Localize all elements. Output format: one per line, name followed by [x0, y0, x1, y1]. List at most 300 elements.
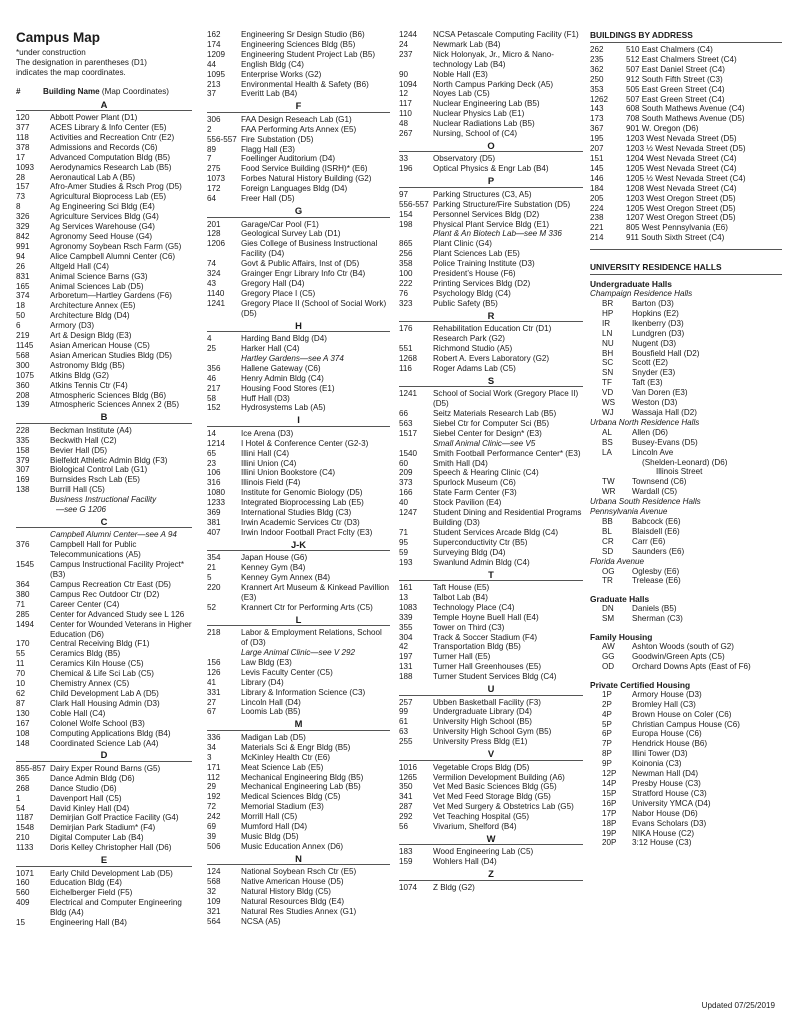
section-letter: A: [16, 98, 192, 112]
building-entry: [207, 135, 390, 145]
address-entry: [590, 213, 782, 223]
building-entry: [16, 620, 192, 640]
building-entry: [207, 429, 390, 439]
address-entry: [590, 194, 782, 204]
building-entry: [207, 403, 390, 413]
building-name: Clark Hall Housing Admin (D3): [50, 698, 160, 708]
building-number: 210: [16, 833, 30, 843]
hall-code: TR: [602, 576, 613, 586]
hall-code: LA: [602, 447, 612, 457]
building-entry: [16, 113, 192, 123]
building-name: Temple Hoyne Buell Hall (E4): [433, 612, 539, 622]
building-name: Campus Instructional Facility Project* (B3): [50, 560, 185, 580]
building-name: Engineering Student Project Lab (B5): [241, 49, 376, 59]
building-name: Asian American House (C5): [50, 340, 150, 350]
hall-code: CR: [602, 536, 614, 546]
hall-code: LN: [602, 328, 613, 338]
grad-title: Graduate Halls: [590, 594, 650, 605]
building-number: 156: [207, 657, 221, 667]
hall-entry: [590, 477, 782, 487]
hall-name: Hendrick House (B6): [632, 739, 708, 749]
building-entry: [16, 232, 192, 242]
building-number: 108: [16, 728, 30, 738]
column-header: [16, 87, 192, 97]
building-entry: [16, 774, 192, 784]
building-number: 152: [207, 403, 221, 413]
hall-entry: [590, 329, 782, 339]
building-entry: [207, 917, 390, 927]
building-entry: [207, 498, 390, 508]
building-name: Gregory Hall (D4): [241, 278, 305, 288]
building-number: 208: [16, 390, 30, 400]
building-entry: [207, 812, 390, 822]
hall-name: Lundgren (D3): [632, 328, 685, 338]
building-entry: [399, 364, 583, 374]
building-entry: [207, 468, 390, 478]
address-entry: [590, 144, 782, 154]
hall-name: Ikenberry (D3): [632, 318, 684, 328]
address-building-number: 235: [590, 54, 604, 64]
building-name: Law Bldg (E3): [241, 657, 292, 667]
hall-name: Weston (D3): [632, 398, 678, 408]
building-entry: [399, 89, 583, 99]
building-number: 138: [16, 485, 30, 495]
building-entry: [399, 613, 583, 623]
hall-code: SM: [602, 614, 615, 624]
building-number: 1540: [399, 448, 418, 458]
building-name: Campus Rec Outdoor Ctr (D2): [50, 589, 160, 599]
building-name: Z Bldg (G2): [433, 882, 475, 892]
building-entry: [399, 109, 583, 119]
building-name: Enterprise Works (G2): [241, 69, 322, 79]
building-name: Plant Sciences Lab (E5): [433, 249, 520, 259]
building-number: 257: [399, 697, 413, 707]
address-entry: [590, 85, 782, 95]
building-number: 268: [16, 783, 30, 793]
building-number: 12: [399, 89, 409, 99]
hall-code: SD: [602, 546, 614, 556]
building-entry: [207, 125, 390, 135]
building-name: Eichelberger Field (F5): [50, 888, 133, 898]
building-entry: [207, 907, 390, 917]
building-name: Henry Admin Bldg (C4): [241, 373, 324, 383]
building-number: 42: [399, 642, 409, 652]
address-building-number: 367: [590, 124, 604, 134]
building-number: 1145: [16, 340, 34, 350]
building-number: 73: [16, 192, 26, 202]
building-number: 25: [207, 343, 217, 353]
undergrad-halls-list: [590, 289, 782, 586]
building-name: State Farm Center (F3): [433, 488, 517, 498]
building-number: 1244: [399, 30, 418, 39]
building-entry: [207, 174, 390, 184]
hall-name: Illinois Street: [656, 467, 703, 477]
hall-name: Daniels (B5): [632, 604, 677, 614]
building-name: Kenney Gym Annex (B4): [241, 573, 331, 583]
building-number: 139: [16, 400, 30, 410]
address-list: [590, 45, 782, 243]
building-entry: [399, 737, 583, 747]
building-number: 213: [207, 79, 221, 89]
building-name: Public Safety (B5): [433, 298, 498, 308]
building-entry: [207, 753, 390, 763]
building-number: 112: [207, 772, 220, 782]
building-entry: [399, 883, 583, 893]
building-number: 376: [16, 540, 30, 550]
building-name: University High School Gym (B5): [433, 727, 552, 737]
address-entry: [590, 233, 782, 243]
hall-group-label: Pennsylvania Avenue: [590, 507, 668, 517]
building-number: 201: [207, 219, 221, 229]
building-number: 61: [399, 717, 409, 727]
building-name: Career Center (C4): [50, 599, 120, 609]
building-number: 197: [399, 652, 413, 662]
building-number: 563: [399, 418, 413, 428]
building-entry: [399, 40, 583, 50]
section-letter: C: [16, 515, 192, 529]
building-number: 154: [399, 209, 413, 219]
building-name: Large Animal Clinic—see V 292: [241, 648, 355, 658]
building-number: 67: [207, 707, 217, 717]
building-number: 172: [207, 184, 221, 194]
building-number: 39: [207, 831, 217, 841]
building-entry: [399, 672, 583, 682]
building-entry: [207, 733, 390, 743]
building-name: Siebel Center for Design* (E3): [433, 428, 542, 438]
address-entry: [590, 45, 782, 55]
hall-name: Wassaja Hall (D2): [632, 408, 697, 417]
hall-code: 16P: [602, 798, 617, 808]
building-number: 855-857: [16, 763, 46, 773]
hall-name: Newman Hall (D4): [632, 769, 699, 779]
address-text: 507 East Daniel Street (C4): [626, 64, 725, 74]
building-name: Newmark Lab (B4): [433, 39, 501, 49]
building-name: Vegetable Crops Bldg (D5): [433, 762, 530, 772]
building-name: Vivarium, Shelford (B4): [433, 822, 517, 832]
building-name: Institute for Genomic Biology (D5): [241, 488, 363, 498]
hall-code: BS: [602, 437, 613, 447]
hall-name: Orchard Downs Apts (East of F6): [632, 661, 751, 671]
building-name: Taft House (E5): [433, 583, 490, 592]
building-entry: [207, 354, 390, 364]
building-name: Physical Plant Service Bldg (E1): [433, 219, 550, 229]
building-entry: [16, 590, 192, 600]
building-number: [207, 354, 241, 364]
building-number: 116: [399, 363, 412, 373]
building-entry: [207, 299, 390, 319]
building-entry: [16, 341, 192, 351]
section-letter: M: [207, 717, 390, 731]
building-number: 118: [16, 132, 29, 142]
section-letter: G: [207, 204, 390, 218]
building-name: Integrated Bioprocessing Lab (E5): [241, 498, 364, 508]
building-entry: [16, 505, 192, 515]
address-text: 1205 West Nevada Street (C4): [626, 163, 737, 173]
building-name: Observatory (D5): [433, 154, 496, 164]
hall-entry: [590, 448, 782, 458]
building-entry: [399, 80, 583, 90]
building-number: 381: [207, 517, 221, 527]
building-name: Davenport Hall (C5): [50, 793, 122, 803]
address-building-number: 146: [590, 173, 604, 183]
hall-entry: [590, 769, 782, 779]
building-name: Engineering Sr Design Studio (B6): [241, 30, 365, 39]
building-name: Noble Hall (E3): [433, 69, 488, 79]
building-name: Hydrosystems Lab (A5): [241, 403, 326, 413]
building-name: Altgeld Hall (C4): [50, 261, 109, 271]
building-entry: [16, 391, 192, 401]
building-number: 4: [207, 334, 212, 344]
building-number: 300: [16, 360, 30, 370]
address-building-number: 143: [590, 104, 604, 114]
building-entry: [399, 429, 583, 439]
address-text: 505 East Green Street (C4): [626, 84, 725, 94]
building-name: Vet Med Surgery & Obstetrics Lab (G5): [433, 802, 574, 812]
building-number: 7: [207, 154, 212, 164]
hall-code: 12P: [602, 769, 617, 779]
building-number: 59: [399, 547, 409, 557]
hall-entry: [590, 309, 782, 319]
building-name: Agronomy Seed House (G4): [50, 232, 153, 241]
column-4: [590, 30, 782, 848]
hall-code: NU: [602, 338, 614, 348]
hall-name: Saunders (E6): [632, 546, 685, 556]
building-number: 130: [16, 708, 30, 718]
building-entry: [399, 822, 583, 832]
hall-entry: [590, 739, 782, 749]
building-number: 560: [16, 888, 30, 898]
building-name: Ag Engineering Sci Bldg (E4): [50, 202, 155, 212]
address-text: 1204 West Nevada Street (C4): [626, 153, 737, 163]
building-number: 148: [16, 738, 30, 748]
building-number: 1265: [399, 772, 418, 782]
building-number: 220: [207, 583, 221, 592]
building-name: Hallene Gateway (C6): [241, 363, 321, 373]
building-number: 1071: [16, 868, 35, 878]
building-name: Music Bldg (D5): [241, 831, 299, 841]
hall-entry: [590, 527, 782, 537]
building-number: 97: [399, 189, 409, 199]
hall-name: Scott (E2): [632, 358, 668, 368]
building-entry: [16, 222, 192, 232]
building-name: Demirjian Park Stadium* (F4): [50, 823, 156, 833]
building-number: 373: [399, 478, 413, 488]
building-number: 1206: [207, 239, 226, 249]
building-name: Vet Med Feed Storage Bldg (G5): [433, 792, 551, 802]
building-entry: [207, 80, 390, 90]
building-name: Illini Union (C4): [241, 458, 297, 468]
building-number: [399, 334, 433, 344]
building-name: Materials Sci & Engr Bldg (B5): [241, 742, 351, 752]
building-entry: [16, 242, 192, 252]
building-number: 66: [399, 409, 409, 418]
building-number: 157: [16, 182, 30, 192]
building-name: Campus Recreation Ctr East (D5): [50, 580, 171, 589]
building-entry: [399, 334, 583, 344]
building-entry: [16, 709, 192, 719]
building-name: Ceramics Bldg (B5): [50, 649, 121, 659]
address-building-number: 362: [590, 64, 604, 74]
building-number: 1095: [207, 69, 226, 79]
building-entry: [399, 344, 583, 354]
hall-entry: [590, 537, 782, 547]
building-name: Architecture Bldg (D4): [50, 311, 130, 321]
building-entry: [16, 400, 192, 410]
building-number: 55: [16, 649, 26, 659]
building-number: 15: [16, 918, 26, 928]
building-number: 69: [207, 822, 217, 832]
building-name: Dance Studio (D6): [50, 783, 117, 793]
building-entry: [399, 419, 583, 429]
building-number: 167: [16, 718, 30, 728]
building-number: 217: [207, 383, 221, 393]
hall-entry: [590, 829, 782, 839]
building-entry: [207, 763, 390, 773]
note-line: *under construction: [16, 48, 86, 57]
building-entry: [207, 553, 390, 563]
building-entry: [399, 773, 583, 783]
building-number: 374: [16, 291, 30, 301]
building-entry: [207, 269, 390, 279]
building-name: Nuclear Physics Lab (E1): [433, 109, 525, 119]
header-name: Building Name: [43, 86, 100, 96]
section-letter: B: [16, 410, 192, 424]
building-number: 369: [207, 508, 221, 518]
building-entry: [207, 773, 390, 783]
building-entry: [399, 164, 583, 174]
building-name: Beckman Institute (A4): [50, 425, 132, 435]
building-number: 124: [207, 867, 221, 877]
building-entry: [16, 426, 192, 436]
building-name: Advanced Computation Bldg (B5): [50, 152, 171, 162]
building-entry: [16, 560, 192, 580]
building-list: [399, 30, 583, 893]
building-number: [399, 439, 433, 449]
building-name: Parking Structure/Fire Substation (D5): [433, 199, 571, 209]
building-entry: [16, 823, 192, 833]
building-entry: [16, 272, 192, 282]
building-entry: [399, 449, 583, 459]
building-entry: [16, 381, 192, 391]
building-name: Abbott Power Plant (D1): [50, 113, 138, 123]
building-number: 40: [399, 498, 409, 508]
address-text: 507 East Green Street (C4): [626, 94, 725, 104]
building-number: 316: [207, 478, 221, 488]
building-name: Nick Holonyak, Jr., Micro & Nano-technology Lab (B4): [433, 49, 554, 69]
hall-code: TW: [602, 477, 615, 487]
building-name: Atmospheric Sciences Bldg (B6): [50, 390, 167, 400]
building-entry: [207, 259, 390, 269]
building-number: 407: [207, 527, 221, 537]
hall-name: Barton (D3): [632, 299, 674, 309]
building-number: 41: [207, 677, 217, 687]
hall-name: Babcock (E6): [632, 516, 681, 526]
building-entry: [399, 812, 583, 822]
hall-name: Busey-Evans (D5): [632, 437, 698, 447]
building-number: 1016: [399, 762, 418, 772]
building-number: 242: [207, 812, 221, 822]
building-entry: [207, 518, 390, 528]
building-number: 18: [16, 301, 26, 311]
hall-name: Townsend (C6): [632, 477, 687, 487]
building-name: Food Service Building (ISRH)* (E6): [241, 164, 368, 174]
building-name: Smith Hall (D4): [433, 458, 488, 468]
building-number: 161: [399, 583, 413, 592]
building-number: 1093: [16, 162, 35, 172]
building-name: Plant & An Biotech Lab—see M 336: [433, 229, 562, 239]
building-number: 166: [399, 488, 413, 498]
building-name: Coordinated Science Lab (A4): [50, 738, 159, 748]
building-name: International Studies Bldg (C3): [241, 508, 352, 518]
hall-entry: [590, 749, 782, 759]
building-name: Engineering Sciences Bldg (B5): [241, 39, 356, 49]
building-name: Ceramics Kiln House (C5): [50, 659, 144, 669]
building-entry: [16, 878, 192, 888]
building-entry: [399, 593, 583, 603]
building-name: Dance Admin Bldg (D6): [50, 773, 135, 783]
building-name: Krannert Art Museum & Kinkead Pavillion (E3): [241, 583, 390, 602]
building-name: Japan House (G6): [241, 553, 308, 563]
hall-entry: [590, 690, 782, 700]
hall-code: 17P: [602, 808, 617, 818]
building-entry: [16, 456, 192, 466]
building-name: Astronomy Bldg (B5): [50, 360, 125, 370]
building-entry: [399, 698, 583, 708]
building-entry: [16, 540, 192, 560]
hall-name: Carr (E6): [632, 536, 666, 546]
hall-entry: [590, 388, 782, 398]
building-name: Illinois Field (F4): [241, 478, 301, 488]
building-number: 355: [399, 622, 413, 632]
building-name: Research Park (G2): [433, 334, 505, 344]
building-number: 99: [399, 707, 409, 717]
building-entry: [16, 446, 192, 456]
building-entry: [16, 465, 192, 475]
building-name: Technology Place (C4): [433, 602, 515, 612]
building-entry: [16, 843, 192, 853]
building-entry: [207, 603, 390, 613]
building-number: 1233: [207, 498, 226, 508]
building-entry: [16, 659, 192, 669]
building-name: Superconductivity Ctr (B5): [433, 537, 528, 547]
building-name: Richmond Studio (A5): [433, 343, 513, 353]
building-name: NCSA Petascale Computing Facility (F1): [433, 30, 579, 39]
building-name: University Press Bldg (E1): [433, 737, 528, 747]
building-entry: [399, 528, 583, 538]
building-number: 219: [16, 331, 30, 341]
building-number: 1494: [16, 619, 35, 629]
building-name: Garage/Car Pool (F1): [241, 219, 319, 229]
building-entry: [399, 633, 583, 643]
building-number: 170: [16, 639, 30, 649]
building-number: 378: [16, 142, 30, 152]
address-building-number: 221: [590, 223, 604, 233]
building-number: 222: [399, 278, 413, 288]
building-entry: [207, 707, 390, 717]
hall-name: Stratford House (C3): [632, 788, 707, 798]
building-number: 17: [16, 152, 26, 162]
building-name: Ubben Basketball Facility (F3): [433, 697, 541, 707]
building-entry: [207, 842, 390, 852]
building-name: Animal Sciences Lab (D5): [50, 281, 144, 291]
building-name: North Campus Parking Deck (A5): [433, 79, 554, 89]
address-text: 708 South Mathews Avenue (D5): [626, 114, 745, 124]
hall-name: Nabor House (D6): [632, 808, 698, 818]
hall-name: Brown House on Coler (C6): [632, 709, 732, 719]
building-number: 74: [207, 259, 217, 269]
building-entry: [399, 792, 583, 802]
hall-name: Hopkins (E2): [632, 308, 679, 318]
